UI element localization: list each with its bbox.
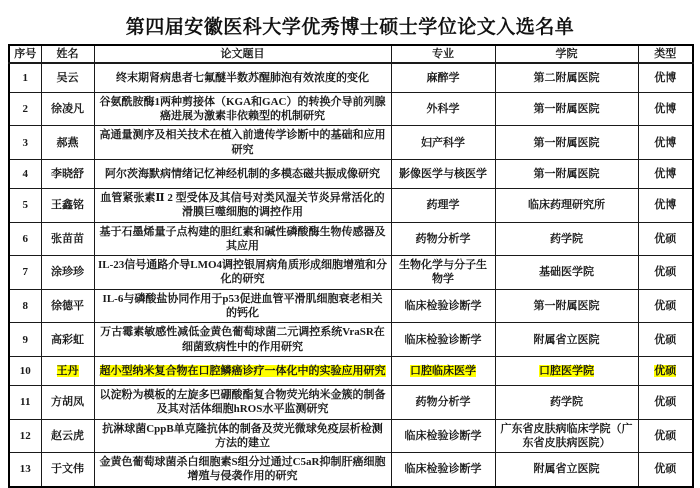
college-cell <box>495 92 638 126</box>
table-row <box>9 92 693 126</box>
college-name: 口腔医学院 <box>539 364 594 377</box>
name-cell <box>41 92 94 126</box>
thesis-title: 阿尔茨海默病情绪记忆神经机制的多模态磁共振成像研究 <box>105 167 380 180</box>
table-row <box>9 453 693 487</box>
college-cell <box>495 323 638 357</box>
table-row <box>9 385 693 419</box>
author-name: 高彩虹 <box>51 333 84 346</box>
award-type-badge: 优博 <box>654 167 677 180</box>
row-number-cell <box>9 126 41 160</box>
college-name: 药学院 <box>550 396 583 409</box>
table-row <box>9 289 693 323</box>
major-name: 药物分析学 <box>415 232 471 245</box>
major-cell <box>391 289 495 323</box>
name-cell <box>41 289 94 323</box>
header-major: 专业 <box>391 45 495 63</box>
type-cell <box>638 289 693 323</box>
author-name: 徐凌凡 <box>51 102 84 115</box>
thesis-title-cell <box>94 289 391 323</box>
thesis-title: 以淀粉为模板的左旋多巴硼酸酯复合物荧光纳米金簇的制备及其对活体细胞hROS水平监测研究 <box>99 388 386 416</box>
thesis-title: 高通量测序及相关技术在植入前遗传学诊断中的基础和应用研究 <box>99 129 386 156</box>
thesis-title-cell <box>94 256 391 290</box>
table-row <box>9 159 693 188</box>
college-cell <box>495 63 638 92</box>
author-name: 张苗苗 <box>51 232 84 245</box>
name-cell <box>41 159 94 188</box>
header-college: 学院 <box>495 45 638 63</box>
college-cell <box>495 453 638 487</box>
row-number-cell <box>9 159 41 188</box>
name-cell <box>41 385 94 419</box>
thesis-title: 谷氨酰胺酶1两种剪接体（KGA和GAC）的转换介导前列腺癌进展为激素非依赖型的机制研究 <box>99 95 386 123</box>
major-cell <box>391 419 495 453</box>
major-name: 妇产科学 <box>421 136 465 149</box>
award-type-badge: 优博 <box>654 199 677 212</box>
major-cell <box>391 256 495 290</box>
college-name: 附属省立医院 <box>533 333 600 346</box>
table-row <box>9 323 693 357</box>
row-number-cell <box>9 385 41 419</box>
type-cell <box>638 323 693 357</box>
type-cell <box>638 453 693 487</box>
college-name: 第一附属医院 <box>533 299 600 312</box>
award-type-badge: 优博 <box>654 136 677 149</box>
author-name: 涂珍珍 <box>51 266 84 279</box>
thesis-title-cell <box>94 222 391 256</box>
college-name: 广东省皮肤病临床学院（广东省皮肤病医院） <box>500 422 633 449</box>
row-number: 2 <box>22 102 28 115</box>
thesis-title-cell <box>94 126 391 160</box>
award-type-badge: 优博 <box>654 71 677 84</box>
thesis-title-cell <box>94 419 391 453</box>
college-name: 基础医学院 <box>539 266 594 279</box>
thesis-title: IL-23信号通路介导LMO4调控银屑病角质形成细胞增殖和分化的研究 <box>97 259 388 286</box>
header-serial-number: 序号 <box>9 45 41 63</box>
type-cell <box>638 92 693 126</box>
header-type: 类型 <box>638 45 693 63</box>
name-cell <box>41 222 94 256</box>
thesis-title: 万古霉素敏感性减低金黄色葡萄球菌二元调控系统VraSR在细菌致病性中的作用研究 <box>100 326 385 353</box>
major-cell <box>391 159 495 188</box>
name-cell <box>41 126 94 160</box>
major-cell <box>391 385 495 419</box>
major-name: 临床检验诊断学 <box>404 299 482 312</box>
author-name: 方胡凤 <box>51 396 84 409</box>
thesis-title: IL-6与磷酸盐协同作用于p53促进血管平滑肌细胞衰老相关的钙化 <box>102 292 383 320</box>
name-cell <box>41 188 94 222</box>
award-type-badge: 优硕 <box>654 299 677 312</box>
type-cell <box>638 159 693 188</box>
thesis-title-cell <box>94 188 391 222</box>
college-cell <box>495 419 638 453</box>
thesis-title-cell <box>94 63 391 92</box>
name-cell <box>41 63 94 92</box>
thesis-title: 血管紧张素Ⅱ 2 型受体及其信号对类风湿关节炎异常活化的滑膜巨噬细胞的调控作用 <box>100 191 385 219</box>
college-name: 第二附属医院 <box>533 71 600 84</box>
award-type-badge: 优博 <box>654 102 677 115</box>
name-cell <box>41 356 94 385</box>
table-row <box>9 126 693 160</box>
award-type-badge: 优硕 <box>654 396 677 409</box>
row-number: 6 <box>22 232 28 245</box>
author-name: 王鑫铭 <box>51 199 84 212</box>
name-cell <box>41 419 94 453</box>
type-cell <box>638 385 693 419</box>
award-type-badge: 优硕 <box>654 364 677 377</box>
author-name: 于文伟 <box>51 463 84 476</box>
thesis-title-cell <box>94 159 391 188</box>
major-cell <box>391 222 495 256</box>
row-number-cell <box>9 63 41 92</box>
row-number: 12 <box>19 429 31 442</box>
college-cell <box>495 126 638 160</box>
award-type-badge: 优硕 <box>654 232 677 245</box>
major-name: 生物化学与分子生物学 <box>399 259 487 286</box>
thesis-title-cell <box>94 92 391 126</box>
major-cell <box>391 323 495 357</box>
type-cell <box>638 63 693 92</box>
major-cell <box>391 188 495 222</box>
major-cell <box>391 453 495 487</box>
major-cell <box>391 63 495 92</box>
major-name: 影像医学与核医学 <box>399 167 487 180</box>
award-type-badge: 优硕 <box>654 266 677 279</box>
major-name: 外科学 <box>426 102 460 115</box>
row-number-cell <box>9 92 41 126</box>
row-number: 3 <box>22 136 28 149</box>
thesis-table <box>8 44 694 488</box>
college-cell <box>495 256 638 290</box>
college-name: 第一附属医院 <box>533 167 600 180</box>
row-number: 13 <box>19 463 31 476</box>
author-name: 李晓舒 <box>51 167 84 180</box>
college-name: 临床药理研究所 <box>528 199 605 212</box>
table-row <box>9 419 693 453</box>
college-cell <box>495 385 638 419</box>
table-row <box>9 222 693 256</box>
header-thesis-title: 论文题目 <box>94 45 391 63</box>
thesis-title-cell <box>94 453 391 487</box>
row-number: 11 <box>20 396 31 409</box>
row-number: 7 <box>22 266 28 279</box>
thesis-title: 抗淋球菌CppB单克隆抗体的制备及荧光微球免疫层析检测方法的建立 <box>102 422 383 449</box>
name-cell <box>41 323 94 357</box>
type-cell <box>638 419 693 453</box>
major-name: 麻醉学 <box>426 71 460 84</box>
table-header-row <box>9 45 693 63</box>
major-name: 药理学 <box>426 199 460 212</box>
row-number: 5 <box>22 199 28 212</box>
name-cell <box>41 453 94 487</box>
row-number: 9 <box>22 333 28 346</box>
college-cell <box>495 356 638 385</box>
college-cell <box>495 222 638 256</box>
row-number-cell <box>9 256 41 290</box>
major-name: 临床检验诊断学 <box>404 463 482 476</box>
thesis-title-cell <box>94 356 391 385</box>
college-cell <box>495 188 638 222</box>
major-cell <box>391 92 495 126</box>
table-row <box>9 256 693 290</box>
college-name: 附属省立医院 <box>533 463 600 476</box>
row-number-cell <box>9 289 41 323</box>
table-body <box>9 63 693 486</box>
college-name: 第一附属医院 <box>533 136 600 149</box>
type-cell <box>638 256 693 290</box>
name-cell <box>41 256 94 290</box>
type-cell <box>638 126 693 160</box>
row-number-cell <box>9 222 41 256</box>
row-number-cell <box>9 356 41 385</box>
type-cell <box>638 356 693 385</box>
row-number: 10 <box>19 364 31 377</box>
row-number-cell <box>9 453 41 487</box>
row-number-cell <box>9 323 41 357</box>
college-name: 第一附属医院 <box>533 102 600 115</box>
type-cell <box>638 222 693 256</box>
major-cell <box>391 126 495 160</box>
author-name: 王丹 <box>56 364 79 377</box>
award-type-badge: 优硕 <box>654 463 677 476</box>
thesis-title: 终末期肾病患者七氟醚半数苏醒肺泡有效浓度的变化 <box>116 71 369 84</box>
table-row <box>9 63 693 92</box>
page-title: 第四届安徽医科大学优秀博士硕士学位论文入选名单 <box>125 17 575 38</box>
row-number: 1 <box>22 71 28 84</box>
award-type-badge: 优硕 <box>654 333 677 346</box>
thesis-title: 超小型纳米复合物在口腔鳞癌诊疗一体化中的实验应用研究 <box>99 364 386 377</box>
college-cell <box>495 159 638 188</box>
table-row <box>9 188 693 222</box>
thesis-title: 金黄色葡萄球菌杀白细胞素S组分过通过C5aR抑制肝癌细胞增殖与侵袭作用的研究 <box>99 456 386 483</box>
table-row <box>9 356 693 385</box>
major-name: 临床检验诊断学 <box>404 333 482 346</box>
row-number-cell <box>9 419 41 453</box>
college-cell <box>495 289 638 323</box>
author-name: 徐德平 <box>51 299 84 312</box>
award-type-badge: 优硕 <box>654 429 677 442</box>
author-name: 赵云虎 <box>51 429 84 442</box>
major-name: 药物分析学 <box>415 396 471 409</box>
college-name: 药学院 <box>550 232 583 245</box>
type-cell <box>638 188 693 222</box>
major-cell <box>391 356 495 385</box>
thesis-title-cell <box>94 385 391 419</box>
thesis-title-cell <box>94 323 391 357</box>
thesis-title: 基于石墨烯量子点构建的胆红素和碱性磷酸酶生物传感器及其应用 <box>99 225 386 252</box>
author-name: 吴云 <box>56 71 79 84</box>
major-name: 口腔临床医学 <box>410 364 476 377</box>
row-number: 8 <box>22 299 28 312</box>
row-number-cell <box>9 188 41 222</box>
author-name: 郝燕 <box>56 136 79 149</box>
row-number: 4 <box>22 167 28 180</box>
major-name: 临床检验诊断学 <box>404 429 482 442</box>
header-name: 姓名 <box>41 45 94 63</box>
